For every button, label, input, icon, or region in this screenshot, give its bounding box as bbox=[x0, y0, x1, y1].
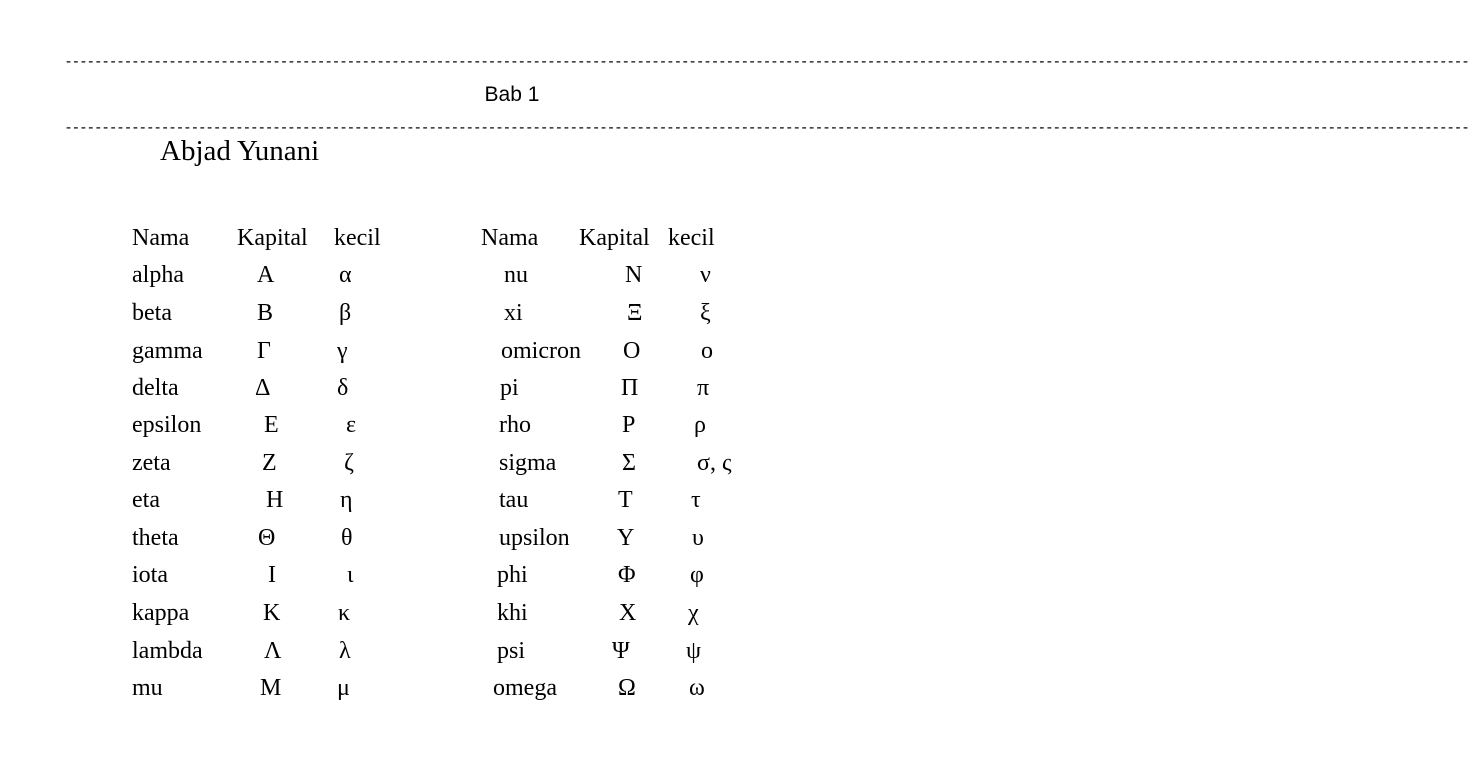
letter-name: lambda bbox=[132, 638, 203, 664]
table-header-row bbox=[0, 223, 715, 253]
small-letter: γ bbox=[337, 338, 348, 364]
small-letter: ε bbox=[346, 412, 357, 438]
capital-letter: Κ bbox=[263, 600, 281, 626]
capital-letter: Β bbox=[257, 300, 274, 326]
capital-letter: Φ bbox=[618, 562, 636, 588]
small-letter: κ bbox=[338, 600, 351, 626]
capital-letter: Ο bbox=[623, 338, 641, 364]
page-title: Abjad Yunani bbox=[160, 135, 320, 167]
table-row bbox=[0, 598, 699, 628]
letter-name: alpha bbox=[132, 262, 184, 288]
small-letter: ρ bbox=[694, 412, 706, 438]
capital-letter: Σ bbox=[622, 450, 636, 476]
small-letter: φ bbox=[690, 562, 704, 588]
table-row bbox=[0, 523, 704, 553]
small-letter: θ bbox=[341, 525, 353, 551]
small-letter: π bbox=[697, 375, 710, 401]
capital-letter: Χ bbox=[619, 600, 637, 626]
right-capital-header: Kapital bbox=[579, 225, 650, 251]
small-letter: τ bbox=[691, 487, 701, 513]
letter-name: khi bbox=[497, 600, 528, 626]
letter-name: sigma bbox=[499, 450, 557, 476]
capital-letter: Η bbox=[266, 487, 284, 513]
left-name-header: Nama bbox=[132, 225, 190, 251]
letter-name: epsilon bbox=[132, 412, 202, 438]
capital-letter: Υ bbox=[617, 525, 635, 551]
small-letter: α bbox=[339, 262, 352, 288]
small-letter: β bbox=[339, 300, 352, 326]
letter-name: iota bbox=[132, 562, 168, 588]
letter-name: eta bbox=[132, 487, 160, 513]
letter-name: kappa bbox=[132, 600, 190, 626]
capital-letter: Ε bbox=[264, 412, 279, 438]
letter-name: mu bbox=[132, 675, 163, 701]
small-letter: ω bbox=[689, 675, 705, 701]
table-row bbox=[0, 298, 711, 328]
letter-name: omicron bbox=[501, 338, 581, 364]
letter-name: delta bbox=[132, 375, 179, 401]
letter-name: tau bbox=[499, 487, 529, 513]
capital-letter: Ν bbox=[625, 262, 643, 288]
right-small-header: kecil bbox=[668, 225, 715, 251]
small-letter: σ, ς bbox=[697, 450, 732, 476]
table-row bbox=[0, 673, 705, 703]
table-row bbox=[0, 410, 706, 440]
table-row bbox=[0, 636, 702, 666]
small-letter: η bbox=[340, 487, 353, 513]
capital-letter: Λ bbox=[264, 638, 282, 664]
capital-letter: Δ bbox=[255, 375, 271, 401]
letter-name: pi bbox=[500, 375, 519, 401]
table-row bbox=[0, 336, 713, 366]
capital-letter: Γ bbox=[257, 338, 271, 364]
small-letter: ο bbox=[701, 338, 713, 364]
capital-letter: Ρ bbox=[622, 412, 636, 438]
capital-letter: Μ bbox=[260, 675, 282, 701]
table-row bbox=[0, 373, 710, 403]
small-letter: ξ bbox=[700, 300, 711, 326]
letter-name: rho bbox=[499, 412, 531, 438]
small-letter: μ bbox=[337, 675, 350, 701]
small-letter: ι bbox=[347, 562, 354, 588]
letter-name: omega bbox=[493, 675, 557, 701]
bottom-dashed-rule: --------------------------------------------------------------------------------------------------------------------------------------------------------------------------------------------- bbox=[64, 118, 1468, 136]
table-row bbox=[0, 560, 704, 590]
small-letter: δ bbox=[337, 375, 349, 401]
chapter-label: Bab 1 bbox=[484, 83, 540, 106]
top-dashed-rule: --------------------------------------------------------------------------------------------------------------------------------------------------------------------------------------------- bbox=[64, 52, 1468, 70]
small-letter: χ bbox=[688, 600, 699, 626]
left-small-header: kecil bbox=[334, 225, 381, 251]
letter-name: theta bbox=[132, 525, 179, 551]
capital-letter: Α bbox=[257, 262, 275, 288]
letter-name: psi bbox=[497, 638, 526, 664]
table-row bbox=[0, 260, 711, 290]
small-letter: λ bbox=[339, 638, 351, 664]
capital-letter: Ξ bbox=[627, 300, 643, 326]
small-letter: ν bbox=[700, 262, 711, 288]
capital-letter: Ω bbox=[618, 675, 636, 701]
small-letter: ψ bbox=[686, 638, 702, 664]
left-capital-header: Kapital bbox=[237, 225, 308, 251]
letter-name: beta bbox=[132, 300, 172, 326]
capital-letter: Π bbox=[621, 375, 639, 401]
right-name-header: Nama bbox=[481, 225, 539, 251]
capital-letter: Τ bbox=[618, 487, 633, 513]
small-letter: ζ bbox=[344, 450, 354, 476]
letter-name: xi bbox=[504, 300, 523, 326]
small-letter: υ bbox=[692, 525, 704, 551]
capital-letter: Ψ bbox=[612, 638, 630, 664]
table-row bbox=[0, 448, 732, 478]
table-row bbox=[0, 485, 701, 515]
capital-letter: Θ bbox=[258, 525, 276, 551]
letter-name: phi bbox=[497, 562, 528, 588]
letter-name: nu bbox=[504, 262, 528, 288]
letter-name: zeta bbox=[132, 450, 171, 476]
letter-name: gamma bbox=[132, 338, 203, 364]
capital-letter: Ζ bbox=[262, 450, 277, 476]
capital-letter: Ι bbox=[268, 562, 276, 588]
letter-name: upsilon bbox=[499, 525, 570, 551]
